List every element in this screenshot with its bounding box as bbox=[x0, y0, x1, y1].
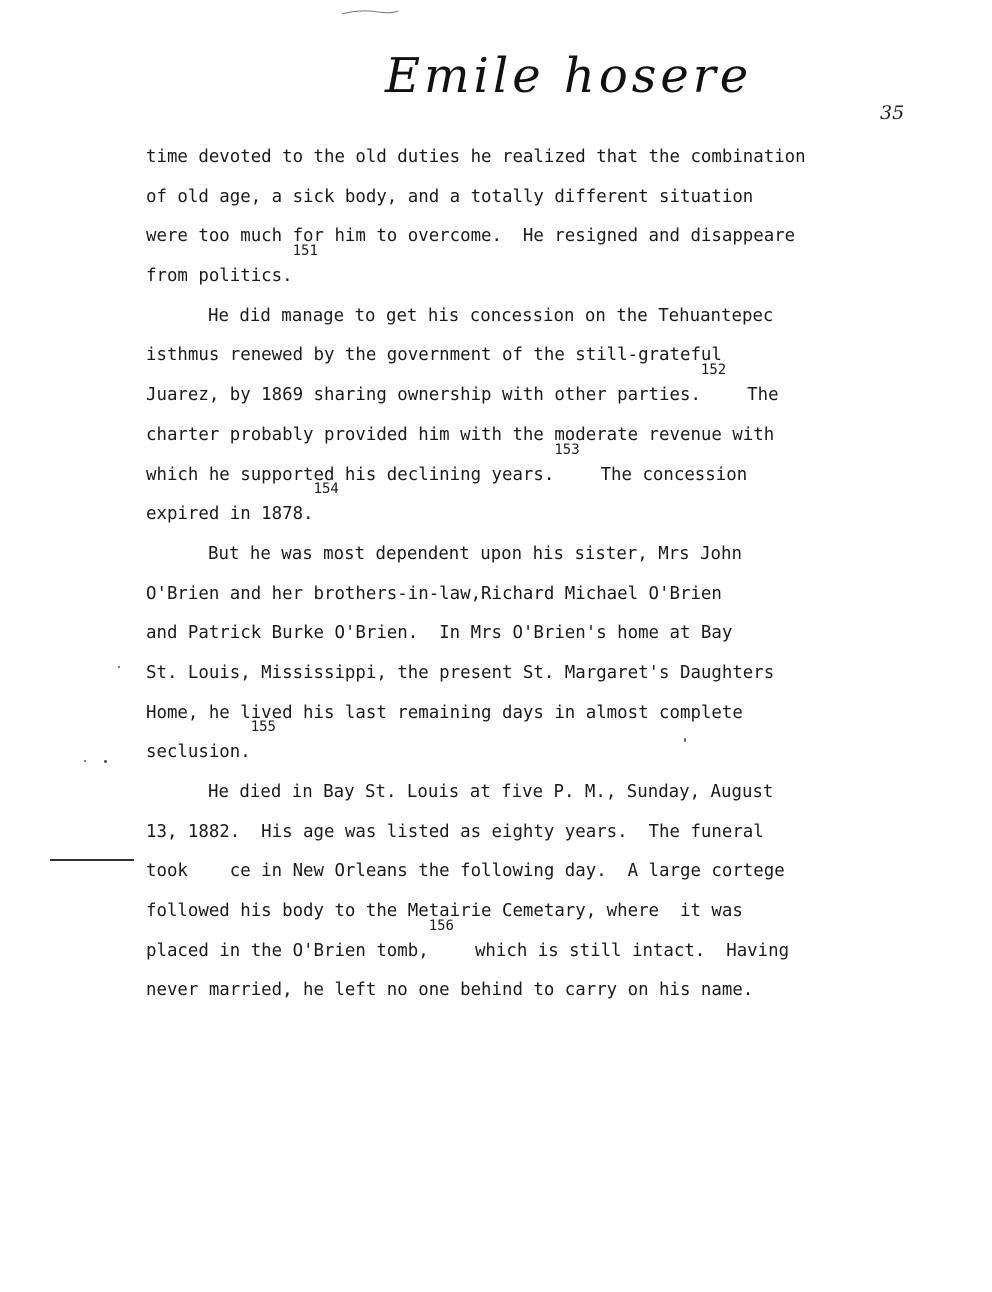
text-line bbox=[146, 535, 926, 575]
body-text bbox=[146, 138, 926, 1011]
text-line bbox=[146, 217, 926, 260]
line-text: isthmus renewed by the government of the still-grateful bbox=[146, 345, 722, 366]
text-line bbox=[146, 917, 926, 972]
line-text: Juarez, by 1869 sharing ownership with other parties. bbox=[146, 385, 701, 406]
line-text: were too much for him to overcome. He resigned and disappeare bbox=[146, 226, 796, 247]
line-text: He died in Bay St. Louis at five P. M., Sunday, August bbox=[208, 782, 774, 802]
text-line bbox=[146, 654, 926, 694]
line-text: never married, he left no one behind to carry on his name. bbox=[146, 980, 754, 1001]
line-text: He did manage to get his concession on the Tehuantepec bbox=[208, 305, 774, 326]
scan-speck bbox=[104, 760, 107, 763]
text-line bbox=[146, 971, 926, 1011]
text-line bbox=[146, 575, 926, 615]
scan-speck bbox=[118, 666, 120, 668]
text-line bbox=[146, 852, 926, 892]
margin-line bbox=[50, 859, 134, 861]
footnote-reference: 154 bbox=[313, 481, 339, 498]
line-text: 13, 1882. His age was listed as eighty years. The funeral bbox=[146, 821, 764, 842]
line-text: expired in 1878. bbox=[146, 504, 314, 525]
line-text: O'Brien and her brothers-in-law,Richard Michael O'Brien bbox=[146, 583, 722, 604]
text-line bbox=[146, 243, 926, 297]
footnote-reference: 156 bbox=[428, 917, 454, 934]
text-line bbox=[146, 297, 926, 337]
line-text: from politics. bbox=[146, 266, 293, 287]
handwritten-title: Emile hosere bbox=[385, 48, 753, 104]
line-text: took ce in New Orleans the following day. A large cortege bbox=[146, 861, 785, 882]
text-line bbox=[146, 614, 926, 654]
line-text: and Patrick Burke O'Brien. In Mrs O'Brien's home at Bay bbox=[146, 623, 733, 644]
line-text: placed in the O'Brien tomb, bbox=[146, 940, 429, 961]
line-text: Home, he lived his last remaining days in almost complete bbox=[146, 702, 743, 723]
line-text: St. Louis, Mississippi, the present St. Margaret's Daughters bbox=[146, 662, 775, 683]
line-text: But he was most dependent upon his sister, Mrs John bbox=[208, 543, 742, 564]
line-text: of old age, a sick body, and a totally different situation bbox=[146, 186, 754, 207]
line-text: charter probably provided him with the moderate revenue with bbox=[146, 424, 775, 445]
text-line bbox=[146, 773, 926, 813]
text-line bbox=[146, 178, 926, 218]
footnote-reference: 152 bbox=[700, 362, 727, 379]
page-number: 35 bbox=[880, 102, 905, 124]
text-line bbox=[146, 138, 926, 178]
line-text: followed his body to the Metairie Cemetary, where it was bbox=[146, 901, 743, 922]
footnote-reference: 153 bbox=[554, 441, 580, 458]
footnote-reference: 151 bbox=[292, 243, 318, 260]
text-line bbox=[146, 441, 926, 496]
footnote-reference: 155 bbox=[250, 719, 276, 736]
line-text: time devoted to the old duties he realized that the combination bbox=[146, 147, 806, 167]
text-line bbox=[146, 719, 926, 773]
text-line bbox=[146, 813, 926, 853]
line-text-continued: The concession bbox=[579, 464, 748, 485]
scan-artifact-top bbox=[340, 8, 400, 16]
scan-speck bbox=[84, 760, 86, 762]
text-line bbox=[146, 481, 926, 535]
text-line bbox=[146, 892, 926, 932]
text-line bbox=[146, 416, 926, 456]
line-text: seclusion. bbox=[146, 742, 251, 763]
text-line bbox=[146, 336, 926, 379]
line-text-continued: which is still intact. Having bbox=[454, 940, 790, 961]
text-line bbox=[146, 362, 926, 416]
line-text: which he supported his declining years. bbox=[146, 464, 555, 485]
line-text-continued: The bbox=[726, 385, 779, 406]
